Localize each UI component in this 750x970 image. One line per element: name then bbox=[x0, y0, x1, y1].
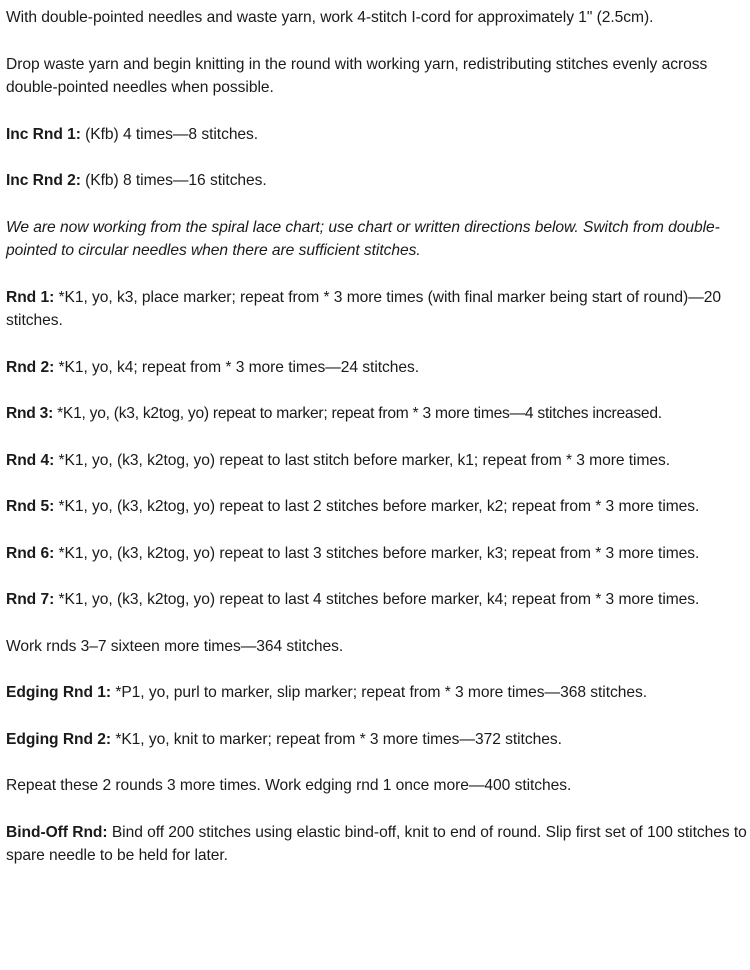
step-label: Edging Rnd 1: bbox=[6, 684, 112, 701]
step-label: Inc Rnd 2: bbox=[6, 172, 81, 189]
paragraph-drop-waste-yarn bbox=[6, 53, 748, 100]
pattern-instructions bbox=[6, 6, 748, 891]
paragraph-inc-rnd-1 bbox=[6, 123, 748, 147]
step-text: *K1, yo, (k3, k2tog, yo) repeat to last 2 stitches before marker, k2; repeat from * 3 more times. bbox=[54, 498, 700, 515]
paragraph-bind-off-rnd bbox=[6, 821, 748, 868]
paragraph-edging-rnd-1 bbox=[6, 681, 748, 705]
step-label: Edging Rnd 2: bbox=[6, 730, 112, 748]
step-text: *K1, yo, (k3, k2tog, yo) repeat to last stitch before marker, k1; repeat from * 3 more times. bbox=[54, 451, 671, 469]
step-text: *K1, yo, (k3, k2tog, yo) repeat to marker; repeat from * 3 more times—4 stitches increased. bbox=[53, 405, 662, 422]
paragraph-text: We are now working from the spiral lace chart; use chart or written directions below. Switch from double-pointed to circular needles when there are sufficient stitches. bbox=[6, 218, 720, 259]
step-label: Rnd 6: bbox=[6, 544, 55, 562]
step-label: Rnd 2: bbox=[6, 358, 55, 376]
step-text: *K1, yo, (k3, k2tog, yo) repeat to last 4 stitches before marker, k4; repeat from * 3 more times. bbox=[54, 591, 700, 608]
step-label: Rnd 7: bbox=[6, 591, 55, 608]
paragraph-text: Drop waste yarn and begin knitting in the round with working yarn, redistributing stitches evenly across double-pointed needles when possible. bbox=[6, 55, 708, 96]
step-label: Bind-Off Rnd: bbox=[6, 823, 108, 841]
step-text: *K1, yo, knit to marker; repeat from * 3 more times—372 stitches. bbox=[111, 730, 562, 748]
step-text: (Kfb) 4 times—8 stitches. bbox=[80, 125, 259, 143]
paragraph-rnd-6 bbox=[6, 542, 748, 566]
step-text: *P1, yo, purl to marker, slip marker; repeat from * 3 more times—368 stitches. bbox=[111, 684, 647, 701]
step-text: *K1, yo, k3, place marker; repeat from * 3 more times (with final marker being start of round)—20 stitches. bbox=[6, 288, 721, 329]
paragraph-rnd-3 bbox=[6, 402, 748, 426]
paragraph-chart-note bbox=[6, 216, 748, 263]
paragraph-rnd-1 bbox=[6, 286, 748, 333]
paragraph-edging-rnd-2 bbox=[6, 728, 748, 752]
paragraph-text: Work rnds 3–7 sixteen more times—364 stitches. bbox=[6, 637, 344, 655]
step-label: Rnd 1: bbox=[6, 288, 55, 306]
step-text: Bind off 200 stitches using elastic bind-off, knit to end of round. Slip first set of 100 stitches to spare needle to be held for later. bbox=[6, 823, 747, 864]
paragraph-text: Repeat these 2 rounds 3 more times. Work edging rnd 1 once more—400 stitches. bbox=[6, 777, 572, 794]
step-label: Rnd 4: bbox=[6, 451, 55, 469]
step-text: (Kfb) 8 times—16 stitches. bbox=[80, 172, 267, 189]
paragraph-repeat-rounds bbox=[6, 774, 748, 798]
step-text: *K1, yo, (k3, k2tog, yo) repeat to last 3 stitches before marker, k3; repeat from * 3 more times. bbox=[54, 544, 700, 562]
paragraph-rnd-7 bbox=[6, 588, 748, 612]
paragraph-icord bbox=[6, 6, 748, 30]
paragraph-text: With double-pointed needles and waste yarn, work 4-stitch I-cord for approximately 1" (2.5cm). bbox=[6, 9, 654, 26]
paragraph-rnd-5 bbox=[6, 495, 748, 519]
paragraph-work-rnds bbox=[6, 635, 748, 659]
paragraph-inc-rnd-2 bbox=[6, 169, 748, 193]
paragraph-rnd-4 bbox=[6, 449, 748, 473]
step-label: Rnd 3: bbox=[6, 405, 54, 422]
step-label: Rnd 5: bbox=[6, 498, 55, 515]
step-label: Inc Rnd 1: bbox=[6, 125, 81, 143]
step-text: *K1, yo, k4; repeat from * 3 more times—24 stitches. bbox=[54, 358, 420, 376]
paragraph-rnd-2 bbox=[6, 356, 748, 380]
